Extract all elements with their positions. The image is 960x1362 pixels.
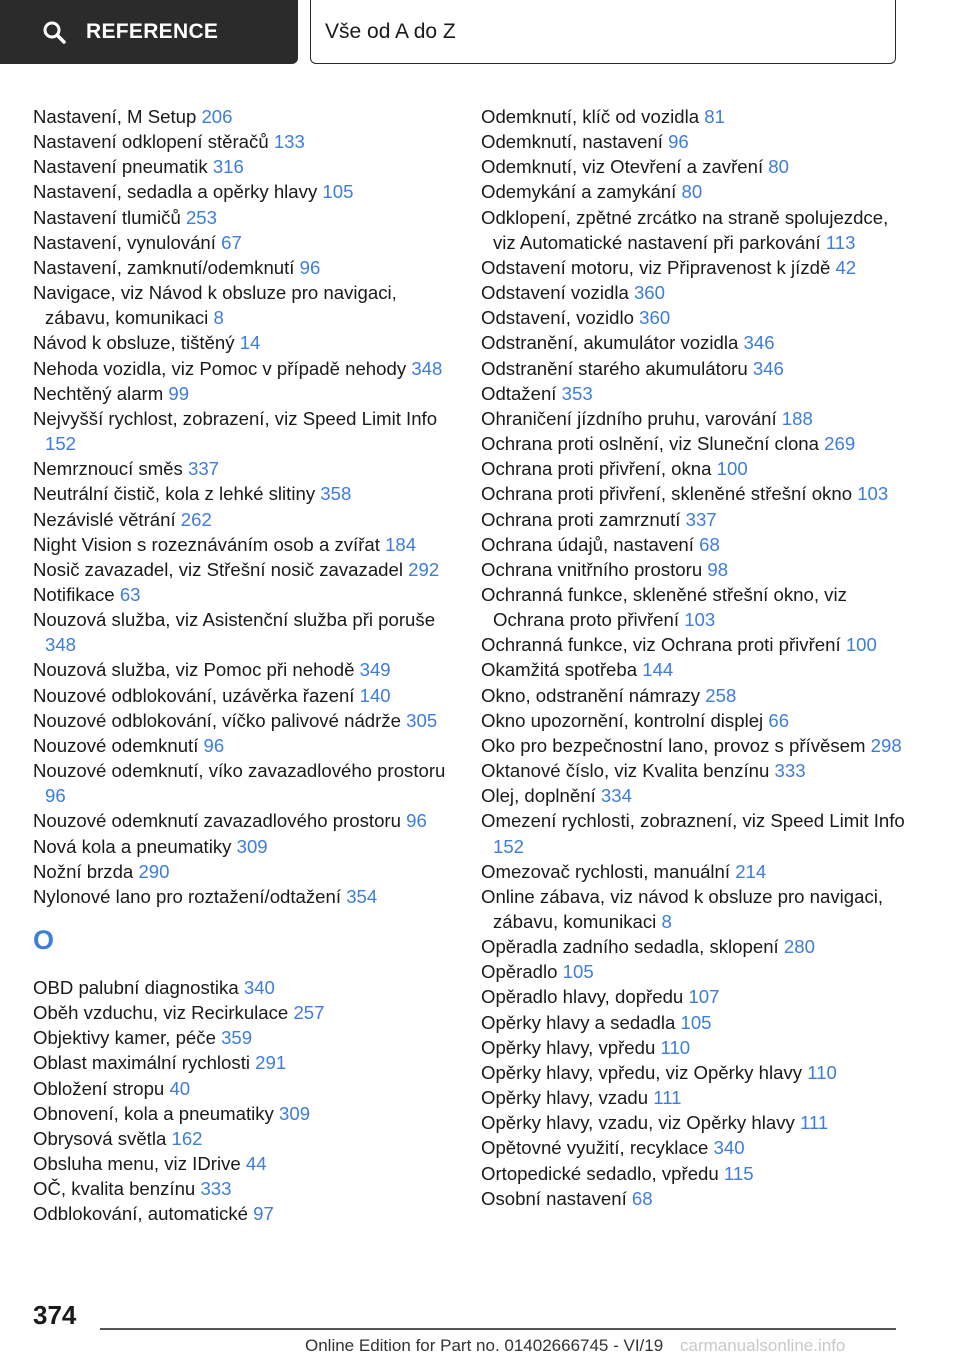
index-entry	[481, 959, 911, 984]
index-entry-text: Olej, doplnění	[481, 785, 596, 807]
page-link[interactable]: 292	[408, 558, 440, 580]
page-link[interactable]: 110	[807, 1061, 837, 1083]
index-entry	[33, 507, 453, 532]
page-link[interactable]: 105	[680, 1011, 712, 1033]
index-entry	[33, 1126, 453, 1151]
index-entry	[481, 657, 911, 682]
index-entry	[33, 104, 453, 129]
page-link[interactable]: 111	[653, 1087, 682, 1109]
index-entry	[33, 859, 453, 884]
index-entry	[33, 1000, 453, 1025]
page-link[interactable]: 68	[699, 533, 720, 555]
index-entry-text: Odblokování, automatické	[33, 1203, 248, 1225]
index-entry-text: Oktanové číslo, viz Kvalita benzínu	[481, 760, 770, 782]
index-entry-text: Opěrky hlavy, vpředu, viz Opěrky hlavy	[481, 1061, 803, 1083]
page-link[interactable]: 80	[681, 181, 703, 203]
page-link[interactable]: 8	[661, 911, 672, 932]
index-entry-text: Odstavení motoru, viz Připravenost k jízdě	[481, 256, 831, 278]
index-entry	[481, 356, 911, 381]
page-link[interactable]: 100	[716, 458, 748, 480]
page-link[interactable]: 107	[688, 986, 720, 1008]
index-entry	[481, 683, 911, 708]
index-entry	[33, 1050, 453, 1075]
page-link[interactable]: 309	[236, 835, 268, 857]
page-link[interactable]: 305	[406, 709, 438, 731]
index-entry	[481, 884, 911, 934]
index-entry-text: Obnovení, kola a pneumatiky	[33, 1102, 274, 1124]
page-link[interactable]: 162	[171, 1127, 203, 1149]
page-link[interactable]: 96	[299, 256, 321, 278]
page-link[interactable]: 214	[735, 860, 767, 882]
index-entry	[33, 808, 453, 833]
index-entry-text: Opěradlo hlavy, dopředu	[481, 986, 684, 1008]
index-entry-text: Ortopedické sedadlo, vpředu	[481, 1162, 719, 1184]
page-link[interactable]: 98	[707, 558, 729, 580]
page-link[interactable]: 309	[279, 1102, 311, 1124]
index-entry-text: Omezovač rychlosti, manuální	[481, 860, 731, 882]
index-entry-text: OČ, kvalita benzínu	[33, 1178, 196, 1200]
page-header	[0, 0, 960, 66]
index-entry-text: Objektivy kamer, péče	[33, 1027, 216, 1049]
index-entry	[481, 1161, 911, 1186]
page-link[interactable]: 333	[200, 1178, 232, 1200]
index-entry-text: Odemknutí, viz Otevření a zavření	[481, 156, 764, 178]
index-entry-text: Odemykání a zamykání	[481, 181, 677, 203]
index-letter-o: O	[33, 925, 55, 955]
index-entry	[481, 1085, 911, 1110]
page-link[interactable]: 44	[245, 1153, 267, 1175]
page-link[interactable]: 291	[255, 1052, 287, 1074]
index-entry	[33, 975, 453, 1000]
index-entry	[481, 406, 911, 431]
index-entry	[33, 1101, 453, 1126]
section-title: Vše od A do Z	[325, 19, 456, 43]
index-entry	[481, 104, 911, 129]
page-link[interactable]: 40	[169, 1077, 191, 1099]
index-entry-text: OBD palubní diagnostika	[33, 977, 239, 998]
index-entry	[33, 406, 453, 456]
index-entry-text: Nezávislé větrání	[33, 508, 176, 530]
page-link[interactable]: 316	[212, 156, 244, 178]
page-link[interactable]: 42	[835, 256, 857, 278]
index-entry-text: Navigace, viz Návod k obsluze pro navigaci, zábavu, komunikaci	[33, 282, 397, 329]
page-link[interactable]: 80	[768, 156, 789, 178]
index-entry	[33, 154, 453, 179]
page-link[interactable]: 8	[213, 307, 224, 329]
page-link[interactable]: 348	[45, 634, 77, 656]
index-entry-text: Opěrky hlavy a sedadla	[481, 1011, 676, 1033]
index-entry	[481, 708, 911, 733]
index-entry-text: Oko pro bezpečnostní lano, provoz s přívěsem	[481, 734, 866, 756]
index-entry	[481, 305, 911, 330]
page-link[interactable]: 258	[705, 684, 737, 706]
index-entry-text: Nožní brzda	[33, 860, 134, 882]
index-entry	[33, 1025, 453, 1050]
section-title-box	[310, 0, 896, 64]
index-entry	[33, 280, 453, 330]
page-link[interactable]: 81	[704, 106, 725, 127]
index-entry	[33, 330, 453, 355]
page-link[interactable]: 96	[668, 131, 689, 153]
page-link[interactable]: 105	[562, 961, 594, 983]
page-link[interactable]: 133	[273, 131, 305, 153]
index-entry	[481, 381, 911, 406]
index-entry	[481, 758, 911, 783]
index-entry-text: Odklopení, zpětné zrcátko na straně spolujezdce, viz Automatické nastavení při parkování	[481, 206, 889, 253]
page-link[interactable]: 67	[221, 231, 242, 253]
index-entry-text: Ochrana proti oslnění, viz Sluneční clona	[481, 433, 819, 455]
index-entry	[33, 230, 453, 255]
index-entry	[33, 607, 453, 657]
page-link[interactable]: 358	[320, 483, 352, 505]
index-entry	[33, 758, 453, 808]
reference-tab-label: REFERENCE	[86, 20, 219, 43]
index-entry-text: Nouzové odemknutí	[33, 734, 199, 756]
index-entry-text: Nouzové odblokování, uzávěrka řazení	[33, 684, 355, 706]
index-entry-text: Nastavení, vynulování	[33, 231, 216, 253]
page-link[interactable]: 346	[743, 332, 775, 354]
index-entry-text: Ochrana vnitřního prostoru	[481, 558, 703, 580]
index-entry-text: Odstavení, vozidlo	[481, 307, 634, 329]
search-icon	[42, 20, 66, 44]
index-entry-text: Nastavení, M Setup	[33, 106, 197, 127]
index-entry-text: Ochrana proti přivření, okna	[481, 458, 712, 480]
index-entry-text: Okamžitá spotřeba	[481, 659, 638, 681]
index-entry-text: Opěradla zadního sedadla, sklopení	[481, 936, 779, 958]
page-link[interactable]: 298	[870, 734, 902, 756]
index-entry	[33, 1076, 453, 1101]
page-link[interactable]: 337	[685, 508, 717, 530]
index-entry	[481, 255, 911, 280]
index-entry-text: Odstranění starého akumulátoru	[481, 357, 748, 379]
index-group-o-continued	[481, 104, 911, 1211]
index-entry-text: Opěradlo	[481, 961, 558, 983]
page-link[interactable]: 184	[385, 533, 417, 555]
index-entry-text: Odemknutí, klíč od vozidla	[481, 106, 700, 127]
index-entry-text: Nová kola a pneumatiky	[33, 835, 232, 857]
index-entry	[481, 808, 911, 858]
index-entry-text: Obložení stropu	[33, 1077, 165, 1099]
index-entry	[481, 179, 911, 204]
index-entry-text: Neutrální čistič, kola z lehké slitiny	[33, 483, 316, 505]
index-entry-text: Nouzová služba, viz Pomoc při nehodě	[33, 659, 355, 681]
reference-tab[interactable]	[0, 0, 298, 64]
index-entry	[481, 129, 911, 154]
index-entry	[33, 179, 453, 204]
index-entry-text: Oblast maximální rychlosti	[33, 1052, 250, 1074]
index-entry-text: Ochranná funkce, skleněné střešní okno, viz Ochrana proto přivření	[481, 583, 847, 631]
page-number: 374	[33, 1300, 77, 1330]
page-link[interactable]: 66	[768, 709, 790, 731]
index-entry	[33, 1201, 453, 1226]
page-link[interactable]: 334	[600, 785, 632, 807]
index-column-right	[481, 104, 911, 1211]
index-entry	[481, 1010, 911, 1035]
index-entry-text: Nehoda vozidla, viz Pomoc v případě nehody	[33, 357, 407, 379]
index-entry-text: Ochrana proti přivření, skleněné střešní okno	[481, 483, 853, 505]
index-entry	[481, 205, 911, 255]
index-entry	[481, 783, 911, 808]
page-link[interactable]: 103	[684, 609, 716, 631]
index-entry-text: Opěrky hlavy, vpředu	[481, 1036, 656, 1058]
edition-text: Online Edition for Part no. 01402666745 - VI/19	[305, 1336, 664, 1355]
index-entry	[33, 683, 453, 708]
index-entry-text: Nouzová služba, viz Asistenční služba při poruše	[33, 609, 436, 631]
page-link[interactable]: 354	[346, 885, 378, 907]
index-entry-text: Ochranná funkce, viz Ochrana proti přivření	[481, 634, 841, 656]
index-entry-text: Návod k obsluze, tištěný	[33, 332, 235, 354]
index-entry-text: Nemrznoucí směs	[33, 458, 183, 480]
index-entry-text: Oběh vzduchu, viz Recirkulace	[33, 1002, 289, 1024]
page-link[interactable]: 140	[359, 684, 391, 706]
index-group-n	[33, 104, 453, 909]
index-entry	[33, 205, 453, 230]
index-entry	[481, 1110, 911, 1135]
index-entry	[481, 431, 911, 456]
index-entry-text: Obrysová světla	[33, 1127, 167, 1149]
index-entry-text: Osobní nastavení	[481, 1187, 627, 1209]
page-link[interactable]: 340	[243, 977, 275, 998]
index-entry-text: Nastavení odklopení stěračů	[33, 131, 269, 153]
page-link[interactable]: 152	[493, 835, 525, 857]
page-link[interactable]: 360	[639, 307, 671, 329]
index-entry-text: Nastavení tlumičů	[33, 206, 181, 228]
page-link[interactable]: 206	[201, 106, 233, 127]
index-entry-text: Opěrky hlavy, vzadu, viz Opěrky hlavy	[481, 1112, 795, 1134]
index-entry	[481, 582, 911, 632]
page-link[interactable]: 280	[783, 936, 815, 958]
index-entry	[33, 129, 453, 154]
page-link[interactable]: 100	[845, 634, 877, 656]
page-link[interactable]: 111	[799, 1112, 829, 1134]
page-link[interactable]: 359	[221, 1027, 253, 1049]
index-entry-text: Nastavení pneumatik	[33, 156, 208, 178]
index-entry	[481, 481, 911, 506]
index-entry-text: Odstranění, akumulátor vozidla	[481, 332, 739, 354]
page-link[interactable]: 262	[180, 508, 212, 530]
page-link[interactable]: 257	[293, 1002, 325, 1024]
page-link[interactable]: 96	[203, 734, 225, 756]
index-entry-text: Nejvyšší rychlost, zobrazení, viz Speed Limit Info	[33, 407, 438, 429]
index-entry-text: Nouzové odblokování, víčko palivové nádrže	[33, 709, 401, 731]
index-entry-text: Nouzové odemknutí zavazadlového prostoru	[33, 810, 401, 832]
page-link[interactable]: 337	[188, 458, 220, 480]
index-entry-text: Opětovné využití, recyklace	[481, 1137, 709, 1159]
index-entry	[481, 456, 911, 481]
index-entry	[33, 456, 453, 481]
index-entry	[481, 557, 911, 582]
index-entry	[481, 154, 911, 179]
page-link[interactable]: 346	[752, 357, 784, 379]
page-link[interactable]: 290	[138, 860, 170, 882]
index-entry-text: Nechtěný alarm	[33, 382, 164, 404]
page-link[interactable]: 99	[168, 382, 190, 404]
index-entry	[481, 1060, 911, 1085]
page-link[interactable]: 333	[774, 760, 806, 782]
page-link[interactable]: 152	[45, 433, 77, 455]
page-link[interactable]: 360	[633, 282, 665, 304]
index-entry-text: Omezení rychlosti, zobraznení, viz Speed Limit Info	[481, 810, 905, 832]
index-entry	[33, 557, 453, 582]
page-link[interactable]: 340	[713, 1137, 745, 1159]
index-entry-text: Ohraničení jízdního pruhu, varování	[481, 407, 777, 429]
index-entry	[481, 733, 911, 758]
page-link[interactable]: 105	[322, 181, 354, 203]
index-entry	[481, 1186, 911, 1211]
page-link[interactable]: 110	[660, 1036, 691, 1058]
index-entry-text: Odstavení vozidla	[481, 282, 629, 304]
index-entry	[33, 733, 453, 758]
page-link[interactable]: 188	[781, 407, 813, 429]
page-link[interactable]: 353	[561, 382, 593, 404]
index-entry	[33, 1151, 453, 1176]
footer-divider	[100, 1328, 896, 1330]
index-entry-text: Nastavení, sedadla a opěrky hlavy	[33, 181, 318, 203]
index-entry	[33, 1176, 453, 1201]
index-entry-text: Opěrky hlavy, vzadu	[481, 1087, 649, 1109]
index-entry-text: Nosič zavazadel, viz Střešní nosič zavazadel	[33, 558, 403, 580]
index-entry	[481, 1135, 911, 1160]
index-entry	[481, 507, 911, 532]
index-entry	[33, 582, 453, 607]
page-link[interactable]: 348	[411, 357, 443, 379]
page-link[interactable]: 96	[45, 785, 66, 807]
index-entry	[481, 330, 911, 355]
index-entry	[33, 481, 453, 506]
page-link[interactable]: 349	[359, 659, 391, 681]
index-entry	[481, 532, 911, 557]
index-entry	[33, 708, 453, 733]
index-group-o	[33, 975, 453, 1227]
page-link[interactable]: 253	[185, 206, 217, 228]
watermark: carmanualsonline.info	[680, 1336, 846, 1355]
index-entry-text: Night Vision s rozeznáváním osob a zvířat	[33, 533, 380, 555]
index-entry	[481, 859, 911, 884]
index-column-left	[33, 104, 453, 1227]
index-entry-text: Nylonové lano pro roztažení/odtažení	[33, 885, 342, 907]
index-entry-text: Odemknutí, nastavení	[481, 131, 663, 153]
page-link[interactable]: 68	[631, 1187, 653, 1209]
index-entry-text: Notifikace	[33, 583, 115, 605]
index-entry	[33, 884, 453, 909]
index-entry-text: Nouzové odemknutí, víko zavazadlového prostoru	[33, 760, 446, 782]
index-entry	[481, 632, 911, 657]
index-entry	[33, 356, 453, 381]
page-link[interactable]: 97	[253, 1203, 274, 1225]
index-entry-text: Ochrana proti zamrznutí	[481, 508, 681, 530]
index-entry	[481, 934, 911, 959]
index-entry-text: Okno, odstranění námrazy	[481, 684, 701, 706]
index-entry-text: Odtažení	[481, 382, 557, 404]
page-link[interactable]: 14	[239, 332, 261, 354]
index-entry	[481, 280, 911, 305]
index-entry-text: Online zábava, viz návod k obsluze pro navigaci, zábavu, komunikaci	[481, 885, 884, 932]
index-entry	[33, 381, 453, 406]
page-link[interactable]: 103	[857, 483, 889, 505]
index-entry-text: Obsluha menu, viz IDrive	[33, 1153, 241, 1175]
index-entry	[481, 984, 911, 1009]
index-entry	[481, 1035, 911, 1060]
index-entry-text: Okno upozornění, kontrolní displej	[481, 709, 764, 731]
index-entry	[33, 255, 453, 280]
index-entry	[33, 834, 453, 859]
page-link[interactable]: 269	[824, 433, 856, 455]
page-link[interactable]: 115	[723, 1162, 754, 1184]
index-entry	[33, 657, 453, 682]
page-link[interactable]: 96	[406, 810, 427, 832]
page-link[interactable]: 144	[642, 659, 674, 681]
index-entry-text: Nastavení, zamknutí/odemknutí	[33, 256, 295, 278]
page-link[interactable]: 113	[825, 231, 856, 253]
index-entry	[33, 532, 453, 557]
index-entry-text: Ochrana údajů, nastavení	[481, 533, 694, 555]
page-link[interactable]: 63	[119, 583, 141, 605]
